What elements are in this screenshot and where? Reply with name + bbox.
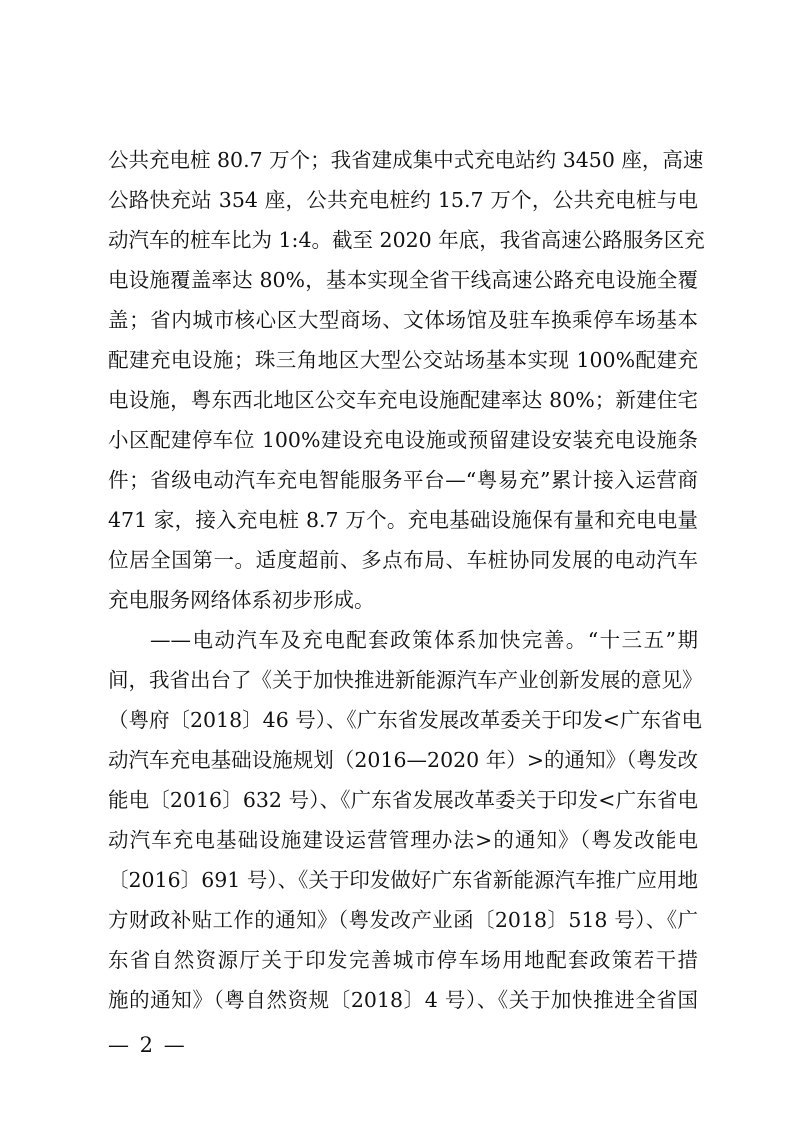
- text-line: 施的通知》（粤自然资规〔2018〕4 号）、《关于加快推进全省国: [108, 988, 698, 1012]
- text-line: （粤府〔2018〕46 号）、《广东省发展改革委关于印发<广东省电: [108, 708, 702, 732]
- text-line: 公共充电桩 80.7 万个；我省建成集中式充电站约 3450 座，高速: [108, 148, 704, 172]
- text-line: 动汽车的桩车比为 1:4。截至 2020 年底，我省高速公路服务区充: [108, 228, 705, 252]
- text-line: 电设施覆盖率达 80%，基本实现全省干线高速公路充电设施全覆: [108, 268, 698, 292]
- text-line: 配建充电设施；珠三角地区大型公交站场基本实现 100%配建充: [108, 348, 698, 372]
- text-line: 东省自然资源厅关于印发完善城市停车场用地配套政策若干措: [108, 948, 698, 972]
- text-line: 471 家，接入充电桩 8.7 万个。充电基础设施保有量和充电电量: [108, 508, 698, 532]
- text-line: 公路快充站 354 座，公共充电桩约 15.7 万个，公共充电桩与电: [108, 188, 698, 212]
- text-line: 〔2016〕691 号）、《关于印发做好广东省新能源汽车推广应用地: [108, 868, 698, 892]
- text-line: 小区配建停车位 100%建设充电设施或预留建设安装充电设施条: [108, 428, 698, 452]
- text-line: 间，我省出台了《关于加快推进新能源汽车产业创新发展的意见》: [108, 668, 703, 692]
- text-line: 方财政补贴工作的通知》（粤发改产业函〔2018〕518 号）、《广: [108, 908, 698, 932]
- text-line: 件；省级电动汽车充电智能服务平台—“粤易充”累计接入运营商: [108, 468, 698, 492]
- section-heading-line: ——电动汽车及充电配套政策体系加快完善。“十三五”期: [150, 628, 698, 652]
- text-line: 能电〔2016〕632 号）、《广东省发展改革委关于印发<广东省电: [108, 788, 698, 812]
- text-line: 电设施，粤东西北地区公交车充电设施配建率达 80%；新建住宅: [108, 388, 698, 412]
- page-number: — 2 —: [108, 1033, 187, 1057]
- text-line: 位居全国第一。适度超前、多点布局、车桩协同发展的电动汽车: [108, 548, 698, 572]
- text-line: 动汽车充电基础设施建设运营管理办法>的通知》（粤发改能电: [108, 828, 698, 852]
- text-line: 动汽车充电基础设施规划（2016—2020 年）>的通知》（粤发改: [108, 748, 698, 772]
- text-line: 盖；省内城市核心区大型商场、文体场馆及驻车换乘停车场基本: [108, 308, 698, 332]
- text-line: 充电服务网络体系初步形成。: [108, 588, 375, 612]
